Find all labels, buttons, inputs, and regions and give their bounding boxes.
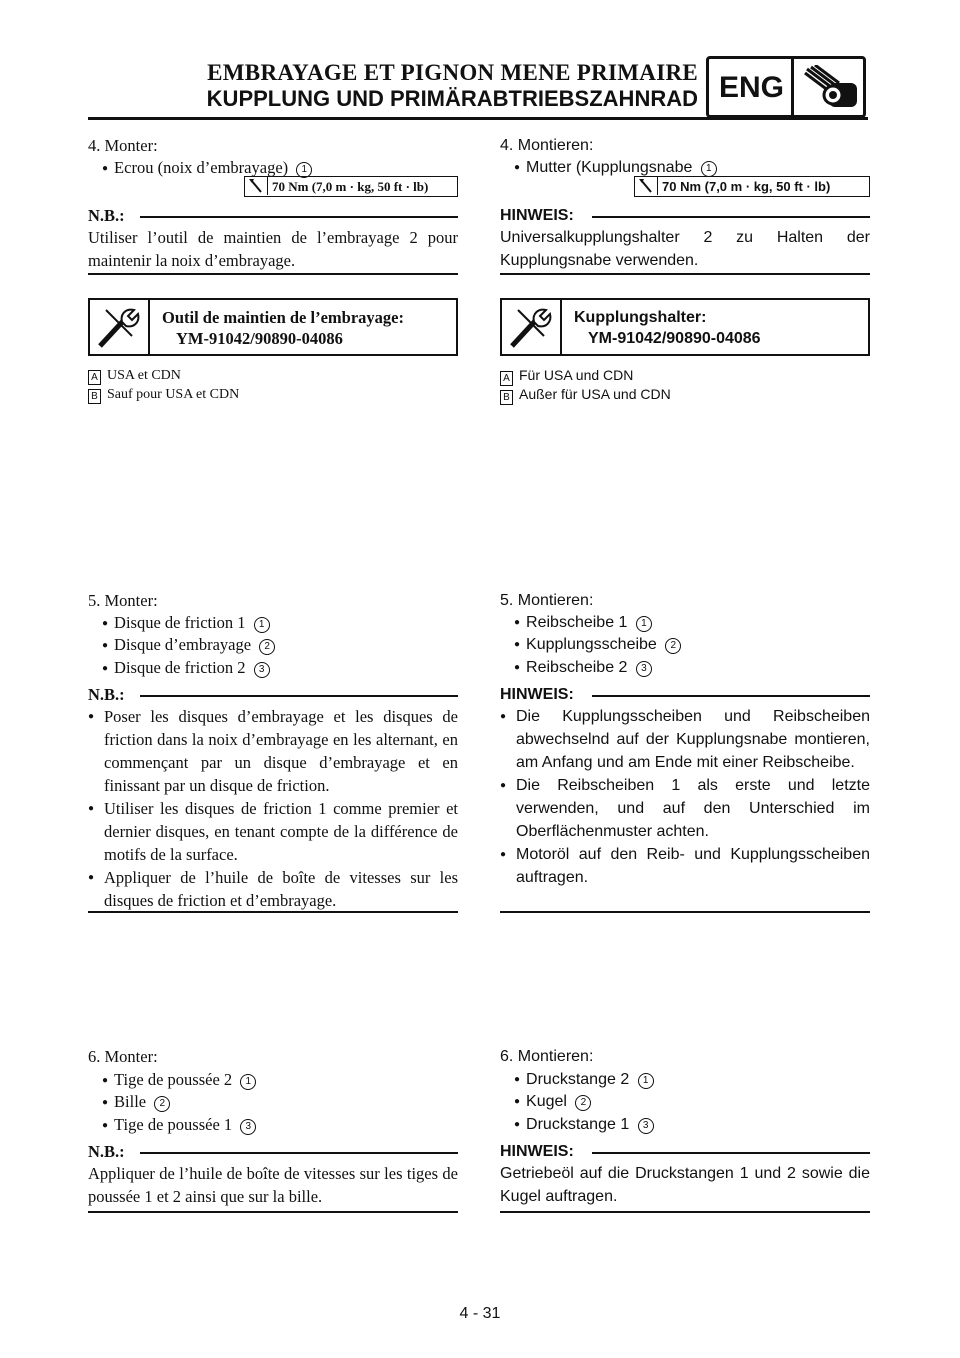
note-label: N.B.: [88, 206, 125, 225]
tool-icon [96, 306, 142, 350]
page-number: 4 - 31 [459, 1305, 501, 1322]
item-text: Tige de poussée 2 [114, 1070, 233, 1089]
torque-value: 70 Nm (7,0 m · kg, 50 ft · lb) [662, 179, 831, 194]
legend-text: Außer für USA und CDN [519, 386, 671, 402]
item-text: Disque d’embrayage [114, 635, 252, 654]
torque-value: 70 Nm (7,0 m · kg, 50 ft · lb) [272, 179, 429, 194]
tool-box [88, 298, 458, 356]
legend-key: B [88, 389, 101, 404]
step-5-heading: 5. Montieren: [500, 592, 594, 609]
step-4-heading: 4. Monter: [88, 136, 158, 155]
legend-item [88, 366, 181, 385]
legend-text: Sauf pour USA et CDN [107, 387, 240, 402]
item-text: Ecrou (noix d’embrayage) [114, 158, 289, 177]
note-list [500, 705, 870, 889]
item-text: Kupplungsscheibe [526, 636, 657, 653]
page-title-de: KUPPLUNG UND PRIMÄRABTRIEBSZAHNRAD [206, 86, 698, 111]
list-item [514, 1090, 591, 1115]
note-rule [592, 695, 870, 697]
tool-icon [508, 306, 554, 350]
callout-number: 1 [638, 1073, 654, 1089]
note-end-rule [500, 1211, 870, 1213]
item-text: Bille [114, 1092, 147, 1111]
item-text: Reibscheibe 1 [526, 614, 628, 631]
tool-box [500, 298, 870, 356]
note-end-rule [88, 911, 458, 913]
note-rule [592, 1152, 870, 1154]
callout-number: 1 [701, 161, 717, 177]
note-label: N.B.: [88, 685, 125, 704]
note-label: HINWEIS: [500, 686, 574, 703]
callout-number: 2 [259, 639, 275, 655]
tool-divider [560, 300, 562, 354]
legend-key: A [500, 371, 513, 386]
callout-number: 3 [254, 662, 270, 678]
note-rule [140, 1152, 458, 1154]
callout-number: 1 [240, 1074, 256, 1090]
tool-divider [148, 300, 150, 354]
callout-number: 3 [638, 1118, 654, 1134]
note-bullet: ● Utiliser les disques de friction 1 comme premier et dernier disques, en tenant compte de la différence de motifs de la surface. [88, 797, 458, 866]
legend-text: Für USA und CDN [519, 367, 634, 383]
step-6-heading: 6. Montieren: [500, 1048, 594, 1065]
list-item [102, 1113, 256, 1139]
callout-number: 2 [575, 1095, 591, 1111]
callout-number: 1 [636, 616, 652, 632]
note-end-rule [500, 911, 870, 913]
tool-name: Kupplungshalter: [574, 309, 707, 326]
note-text: Appliquer de l’huile de boîte de vitesses sur les tiges de poussée 1 et 2 ainsi que sur la bille. [88, 1164, 458, 1206]
page-title-fr: EMBRAYAGE ET PIGNON MENE PRIMAIRE [207, 60, 698, 85]
note-bullet: ● Poser les disques d’embrayage et les disques de friction dans la noix d’embrayage en les alternant, en commençant par un disque d’embrayage et en finissant par un disque de friction. [88, 705, 458, 797]
torque-spec [244, 176, 458, 197]
callout-number: 1 [254, 617, 270, 633]
legend-item [500, 385, 671, 405]
item-text: Disque de friction 1 [114, 613, 246, 632]
note-end-rule [88, 273, 458, 275]
callout-number: 3 [636, 661, 652, 677]
note-rule [140, 695, 458, 697]
legend-key: A [88, 370, 101, 385]
list-item [514, 633, 681, 658]
legend-item [500, 366, 633, 386]
legend-key: B [500, 390, 513, 405]
step-4-heading: 4. Montieren: [500, 137, 594, 154]
list-item [514, 1113, 654, 1138]
column-german [500, 0, 870, 1358]
note-text: Getriebeöl auf die Druckstangen 1 und 2 sowie die Kugel auftragen. [500, 1165, 870, 1205]
torque-spec [634, 176, 870, 197]
item-text: Tige de poussée 1 [114, 1115, 233, 1134]
item-text: Disque de friction 2 [114, 658, 246, 677]
legend-item [88, 385, 239, 404]
callout-number: 2 [154, 1096, 170, 1112]
note-text: Universalkupplungshalter 2 zu Halten der Kupplungsnabe verwenden. [500, 229, 870, 269]
item-text: Druckstange 1 [526, 1116, 630, 1133]
callout-number: 1 [296, 162, 312, 178]
item-text: Kugel [526, 1093, 567, 1110]
note-label: HINWEIS: [500, 207, 574, 224]
note-rule [140, 216, 458, 218]
note-bullet: ● Appliquer de l’huile de boîte de vitesses sur les disques de friction et d’embrayage. [88, 866, 458, 912]
legend-text: USA et CDN [107, 368, 181, 383]
note-text: Utiliser l’outil de maintien de l’embrayage 2 pour maintenir la noix d’embrayage. [88, 228, 458, 270]
note-bullet: ● Die Kupplungsscheiben und Reibscheiben abwechselnd auf der Kupplungsnabe montieren, am Anfang und am Ende mit einer Reibscheibe. [500, 705, 870, 774]
note-bullet: ● Motoröl auf den Reib- und Kupplungsscheiben auftragen. [500, 843, 870, 889]
wrench-icon [245, 177, 268, 195]
eng-label: ENG [719, 71, 785, 104]
list-item [514, 656, 652, 681]
note-label: HINWEIS: [500, 1143, 574, 1160]
note-rule [592, 216, 870, 218]
column-french [88, 0, 458, 1358]
note-end-rule [88, 1211, 458, 1213]
list-item [102, 656, 270, 682]
wrench-icon [635, 177, 658, 195]
item-text: Druckstange 2 [526, 1071, 630, 1088]
note-list [88, 705, 458, 912]
item-text: Reibscheibe 2 [526, 659, 628, 676]
tool-name: Outil de maintien de l’embrayage: [162, 308, 404, 327]
note-bullet: ● Die Reibscheiben 1 als erste und letzte verwenden, und auf den Unterschied im Oberflächenmuster achten. [500, 774, 870, 843]
tool-number: YM-91042/90890-04086 [588, 330, 761, 347]
callout-number: 3 [240, 1119, 256, 1135]
note-end-rule [500, 273, 870, 275]
tool-number: YM-91042/90890-04086 [176, 329, 343, 348]
note-label: N.B.: [88, 1142, 125, 1161]
callout-number: 2 [665, 638, 681, 654]
step-6-heading: 6. Monter: [88, 1047, 158, 1066]
item-text: Mutter (Kupplungsnabe [526, 159, 693, 176]
step-5-heading: 5. Monter: [88, 591, 158, 610]
